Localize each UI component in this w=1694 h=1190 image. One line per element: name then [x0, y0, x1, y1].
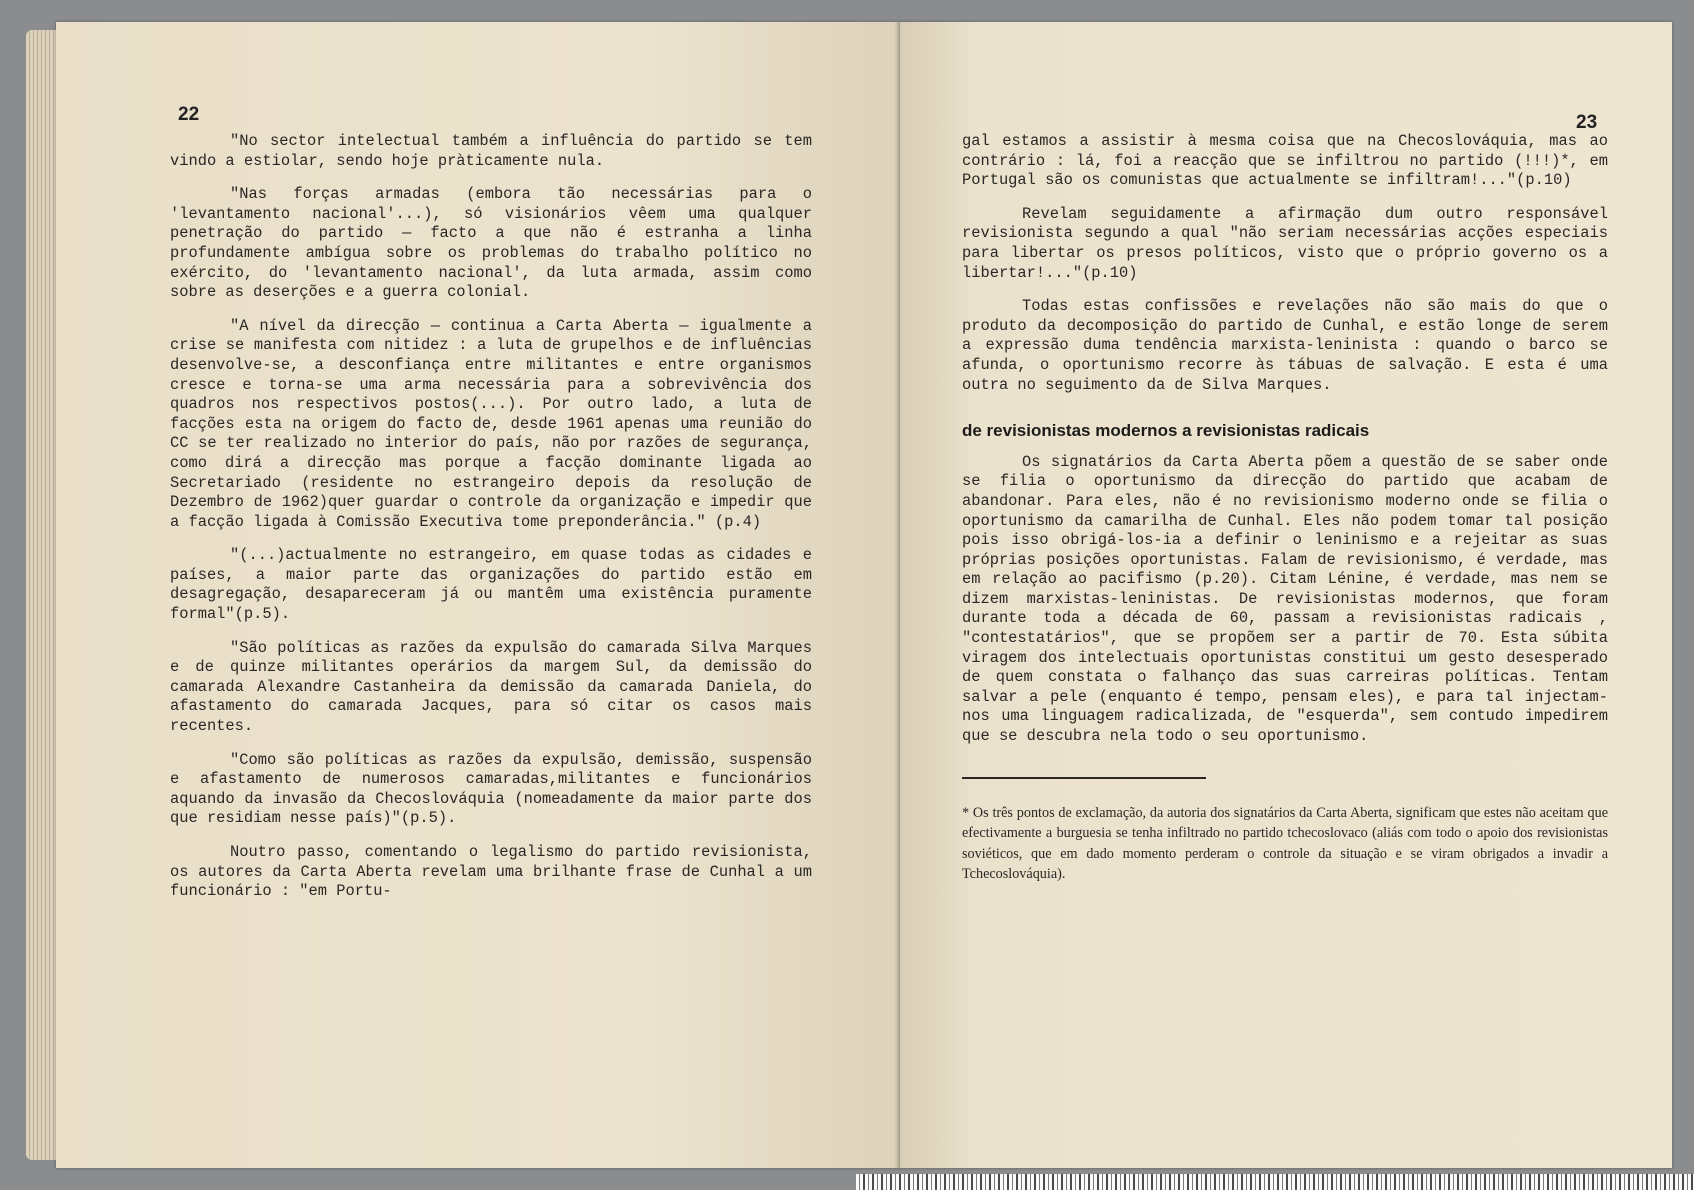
paragraph-text: "São políticas as razões da expulsão do camarada Silva Marques e de quinze militantes operários da margem Sul, da demissão do camarada Alexandre Castanheira da demissão da camarada Daniela, do afastamento do camarada Jacques, para só citar os casos mais recentes.: [170, 638, 812, 736]
paragraph-text: "No sector intelectual também a influência do partido se tem vindo a estiolar, sendo hoje pràticamente nula.: [170, 132, 812, 170]
paragraph: [170, 546, 812, 624]
paragraph-text: Os signatários da Carta Aberta põem a questão de se saber onde se filia o oportunismo da direcção do partido que acabam de abandonar. Para eles, não é no revisionismo moderno onde se filia o oportunismo da camarilha de Cunhal. Eles não podem tomar tal posição pois isso obrigá-los-ia a definir o leninismo e a rejeitar as suas próprias posições oportunistas. Falam de revisionismo, é verdade, mas em relação ao pacifismo (p.20). Citam Lénine, é verdade, mas nem se dizem marxistas-leninistas. De revisionistas modernos, que foram durante toda a década de 60, passam a revisionistas radicais , "contestatários", que se propõem ser a partir de 70. Esta súbita viragem dos intelectuais oportunistas constitui um gesto desesperado de quem constata o falhanço das suas carreiras políticas. Tentam salvar a pele (enquanto é tempo, pensam eles), e para tal injectam-nos uma linguagem radicalizada, de "esquerda", sem contudo impedirem que se descubra nela todo o seu oportunismo.: [962, 452, 1608, 746]
right-bottom-paragraphs: [962, 453, 1608, 747]
scan-calibration-strip: [856, 1174, 1694, 1190]
page-number-left: 22: [178, 104, 200, 125]
paragraph-text: Revelam seguidamente a afirmação dum outro responsável revisionista segundo a qual "não seriam necessárias acções especiais para libertar os presos políticos, visto que o próprio governo os a libertar!..."(p.10): [962, 204, 1608, 282]
paragraph: [170, 317, 812, 533]
paragraph: [962, 132, 1608, 191]
section-heading: de revisionistas modernos a revisionistas radicais: [962, 421, 1370, 441]
paragraph-text: "Como são políticas as razões da expulsão, demissão, suspensão e afastamento de numerosos camaradas,militantes e funcionários aquando da invasão da Checoslováquia (nomeadamente da maior parte dos que residiam nesse país)"(p.5).: [170, 750, 812, 828]
paragraph: [170, 639, 812, 737]
page-number-right: 23: [1576, 112, 1598, 133]
paragraph-text: "(...)actualmente no estrangeiro, em quase todas as cidades e países, a maior parte das organizações do partido estão em desagregação, desapareceram já ou mantêm uma existência puramente formal"(p.5).: [170, 546, 812, 624]
open-booklet: [26, 22, 1672, 1172]
paragraph: [170, 843, 812, 902]
paragraph-text: "Nas forças armadas (embora tão necessárias para o 'levantamento nacional'...), só visionários vêem uma qualquer penetração do partido — facto a que não é estranha a linha profundamente ambígua sobre os problemas do trabalho político no exército, do 'levantamento nacional', da luta armada, assim como sobre as deserções e a guerra colonial.: [170, 185, 812, 302]
paragraph: [962, 205, 1608, 283]
left-page: [56, 22, 900, 1168]
paragraph-text: Noutro passo, comentando o legalismo do partido revisionista, os autores da Carta Aberta revelam uma brilhante frase de Cunhal a um funcionário : "em Portu-: [170, 843, 812, 901]
paragraph: [962, 297, 1608, 395]
footnote-rule: [962, 777, 1206, 779]
paragraph: [170, 185, 812, 303]
paragraph: [962, 453, 1608, 747]
paragraph: [170, 751, 812, 829]
right-top-paragraphs: [962, 132, 1608, 395]
paragraph: [170, 132, 812, 171]
right-page: [900, 22, 1672, 1168]
paragraph-text: Todas estas confissões e revelações não são mais do que o produto da decomposição do partido de Cunhal, e estão longe de serem a expressão duma tendência marxista-leninista : quando o barco se afunda, o oportunismo recorre às tábuas de salvação. E esta é uma outra no seguimento da de Silva Marques.: [962, 297, 1608, 394]
left-text-column: [170, 132, 812, 916]
paragraph-text: "A nível da direcção — continua a Carta Aberta — igualmente a crise se manifesta com nitidez : a luta de grupelhos e de influências desenvolve-se, a desconfiança entre militantes e entre organismos cresce e torna-se uma arma necessária para a sobrevivência dos quadros nos respectivos postos(...). Por outro lado, a luta de facções esta na origem do facto de, desde 1961 apenas uma reunião do CC se ter realizado no interior do país, não por razões de segurança, como dirá a direcção mas porque a facção dominante ligada ao Secretariado (residente no estrangeiro depois da resolução de Dezembro de 1962)quer guardar o controle da organização e impedir que a facção ligada à Comissão Executiva tome preponderância." (p.4): [170, 316, 812, 531]
right-text-column: [962, 132, 1608, 885]
paragraph-text: gal estamos a assistir à mesma coisa que na Checoslováquia, mas ao contrário : lá, foi a reacção que se infiltrou no partido (!!!)*, em Portugal são os comunistas que actualmente se infiltram!..."(p.10): [962, 132, 1608, 190]
footnote: * Os três pontos de exclamação, da autoria dos signatários da Carta Aberta, significam que estes não aceitam que efectivamente a burguesia se tenha infiltrado no partido tchecoslovaco (aliás com todo o apoio dos revisionistas soviéticos, que em dado momento perderam o controle da situação e se viram obrigados a invadir a Tchecoslováquia).: [962, 804, 1608, 883]
